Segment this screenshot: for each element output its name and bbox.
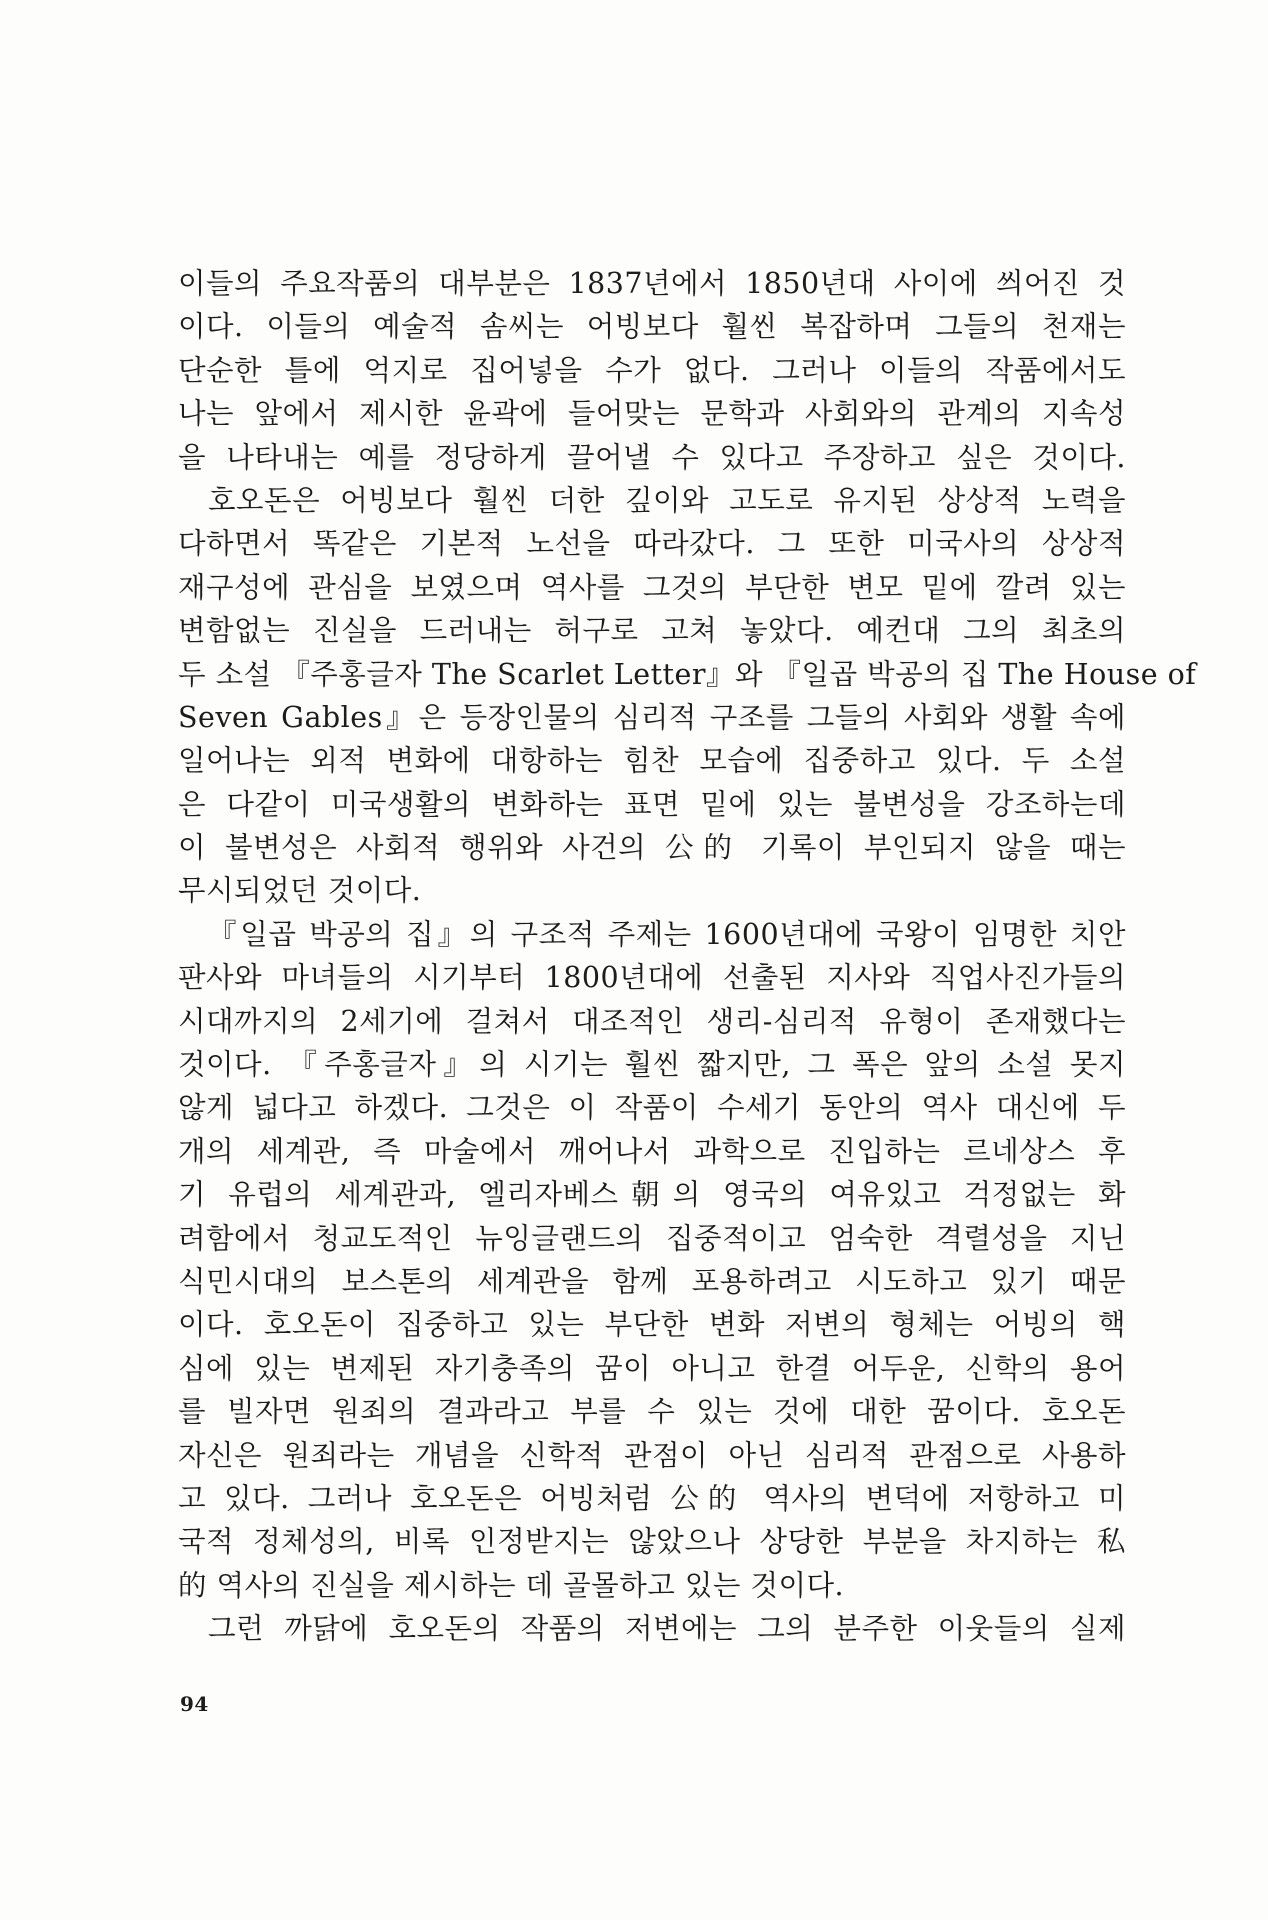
body-text <box>178 262 1197 1651</box>
text-line: 그런 까닭에 호오돈의 작품의 저변에는 그의 분주한 이웃들의 실제 <box>208 1612 1126 1646</box>
text-line: 은 다같이 미국생활의 변화하는 표면 밑에 있는 불변성을 강조하는데 <box>178 787 1126 821</box>
text-line: 단순한 틀에 억지로 집어넣을 수가 없다. 그러나 이들의 작품에서도 <box>178 353 1126 387</box>
text-line: 개의 세계관, 즉 마술에서 깨어나서 과학으로 진입하는 르네상스 후 <box>178 1134 1126 1168</box>
text-line: 식민시대의 보스톤의 세계관을 함께 포용하려고 시도하고 있기 때문 <box>178 1264 1126 1298</box>
text-line: 이 불변성은 사회적 행위와 사건의 公的 기록이 부인되지 않을 때는 <box>178 831 1126 865</box>
text-line: 변함없는 진실을 드러내는 허구로 고쳐 놓았다. 예컨대 그의 최초의 <box>178 614 1126 648</box>
text-line: 국적 정체성의, 비록 인정받지는 않았으나 상당한 부분을 차지하는 私 <box>178 1525 1126 1559</box>
text-line: 않게 넓다고 하겠다. 그것은 이 작품이 수세기 동안의 역사 대신에 두 <box>178 1091 1126 1125</box>
text-line: 무시되었던 것이다. <box>178 874 422 908</box>
page-number: 94 <box>180 1692 209 1716</box>
text-line: 고 있다. 그러나 호오돈은 어빙처럼 公的 역사의 변덕에 저항하고 미 <box>178 1481 1126 1515</box>
text-line: 나는 앞에서 제시한 윤곽에 들어맞는 문학과 사회와의 관계의 지속성 <box>178 397 1126 431</box>
text-line: 이다. 이들의 예술적 솜씨는 어빙보다 훨씬 복잡하며 그들의 천재는 <box>178 310 1126 344</box>
text-line: 를 빌자면 원죄의 결과라고 부를 수 있는 것에 대한 꿈이다. 호오돈 <box>178 1395 1126 1429</box>
text-line: 려함에서 청교도적인 뉴잉글랜드의 집중적이고 엄숙한 격렬성을 지닌 <box>178 1221 1126 1255</box>
text-line: 的 역사의 진실을 제시하는 데 골몰하고 있는 것이다. <box>178 1568 845 1602</box>
text-line: 자신은 원죄라는 개념을 신학적 관점이 아닌 심리적 관점으로 사용하 <box>178 1438 1126 1472</box>
text-line: 재구성에 관심을 보였으며 역사를 그것의 부단한 변모 밑에 깔려 있는 <box>178 570 1126 604</box>
text-line: 심에 있는 변제된 자기충족의 꿈이 아니고 한결 어두운, 신학의 용어 <box>178 1351 1126 1385</box>
text-line: Seven Gables』은 등장인물의 심리적 구조를 그들의 사회와 생활 속에 <box>178 700 1126 734</box>
text-line: 이들의 주요작품의 대부분은 1837년에서 1850년대 사이에 씌어진 것 <box>178 267 1126 300</box>
text-line: 호오돈은 어빙보다 훨씬 더한 깊이와 고도로 유지된 상상적 노력을 <box>208 483 1126 517</box>
text-line: 이다. 호오돈이 집중하고 있는 부단한 변화 저변의 형체는 어빙의 핵 <box>178 1308 1126 1342</box>
text-line: 시대까지의 2세기에 걸쳐서 대조적인 생리-심리적 유형이 존재했다는 <box>178 1004 1126 1038</box>
text-line: 『일곱 박공의 집』의 구조적 주제는 1600년대에 국왕이 임명한 치안 <box>208 917 1126 951</box>
text-line: 일어나는 외적 변화에 대항하는 힘찬 모습에 집중하고 있다. 두 소설 <box>178 744 1126 778</box>
text-line: 을 나타내는 예를 정당하게 끌어낼 수 있다고 주장하고 싶은 것이다. <box>178 440 1126 474</box>
text-line: 다하면서 똑같은 기본적 노선을 따라갔다. 그 또한 미국사의 상상적 <box>178 527 1126 561</box>
text-line: 것이다. 『주홍글자』의 시기는 훨씬 짧지만, 그 폭은 앞의 소설 못지 <box>178 1048 1126 1082</box>
text-line: 두 소설 『주홍글자 The Scarlet Letter』와 『일곱 박공의 집 The House of <box>178 657 1197 691</box>
text-line: 판사와 마녀들의 시기부터 1800년대에 선출된 지사와 직업사진가들의 <box>178 961 1126 995</box>
text-line: 기 유럽의 세계관과, 엘리자베스朝의 영국의 여유있고 걱정없는 화 <box>178 1178 1126 1212</box>
